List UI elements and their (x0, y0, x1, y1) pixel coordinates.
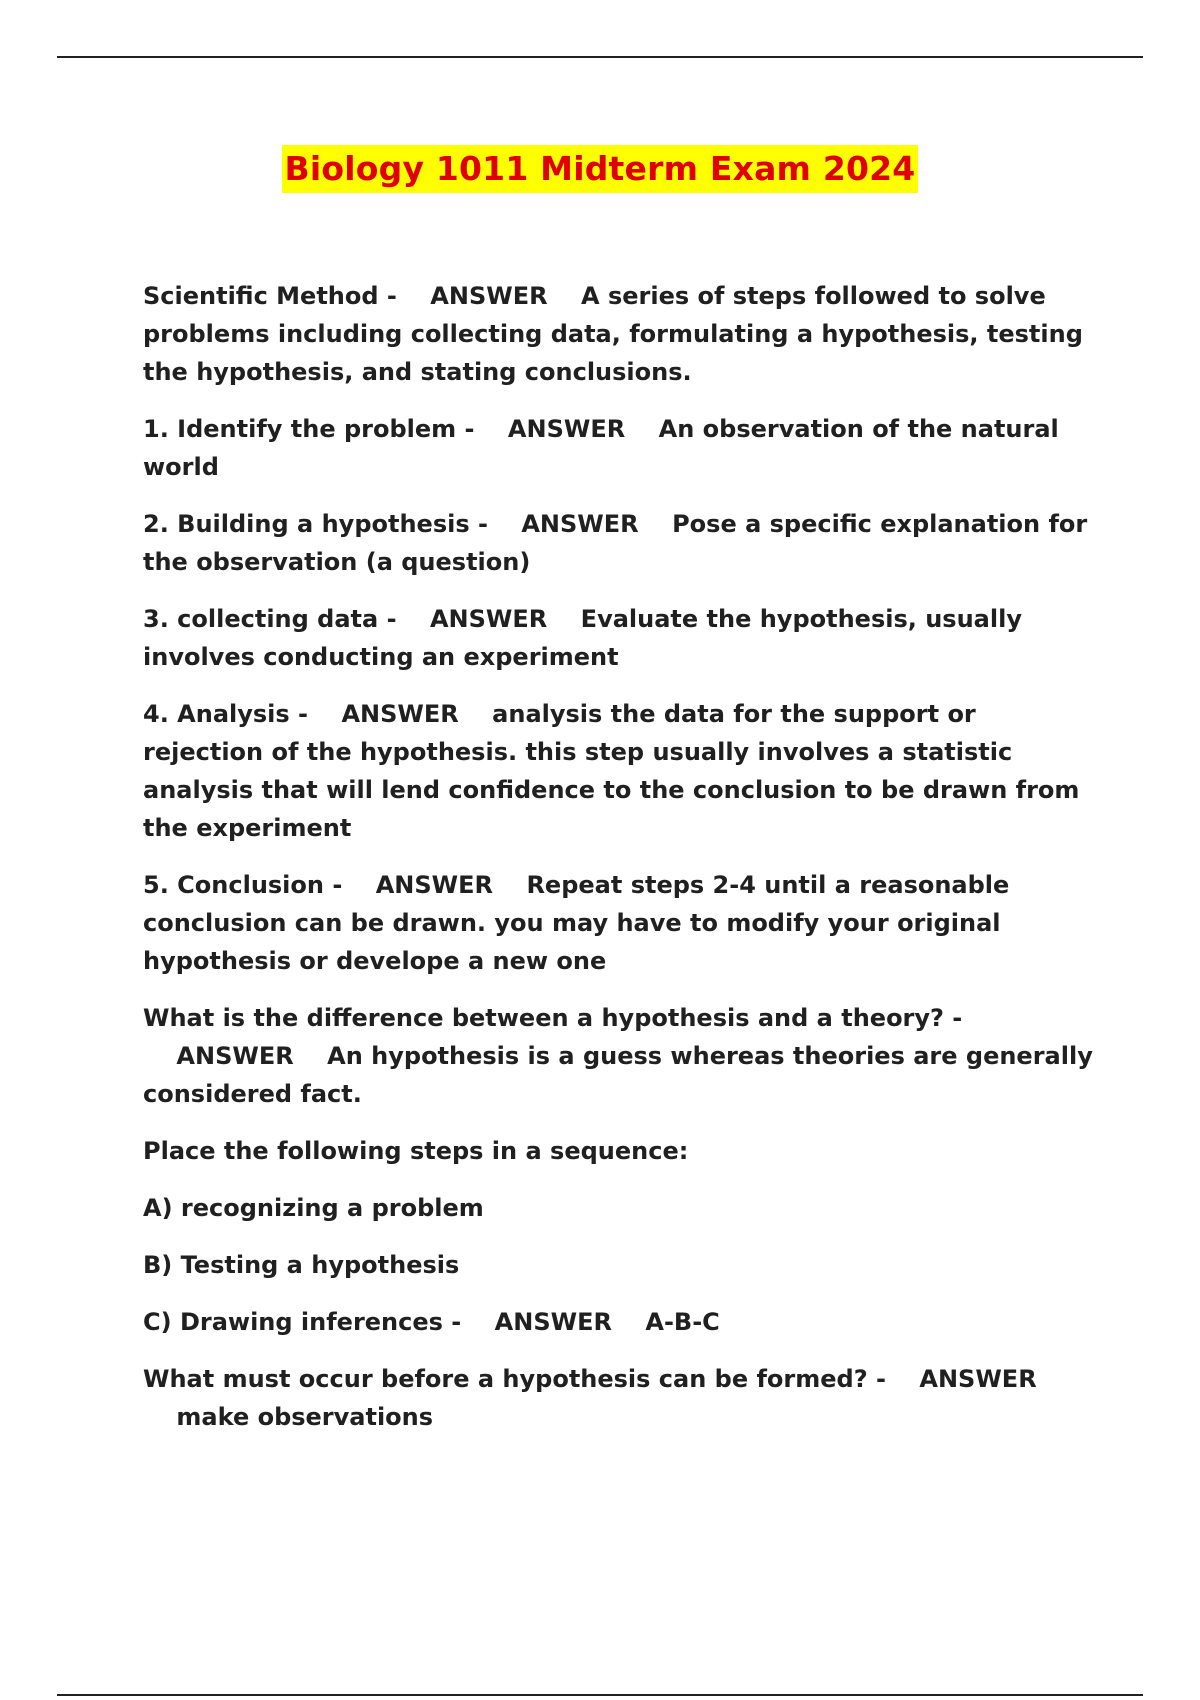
sequence-option-b: B) Testing a hypothesis (143, 1251, 460, 1279)
qa-item (143, 695, 1098, 847)
answer-marker: ANSWER (919, 1365, 1037, 1393)
answer-marker: ANSWER (341, 700, 459, 728)
question-text: 5. Conclusion - (143, 871, 343, 899)
qa-item (143, 410, 1098, 486)
question-text: What is the difference between a hypothesis and a theory? - (143, 1004, 963, 1032)
answer-text: A series of steps followed to solve problems including collecting data, formulating a hypothesis, testing the hypothesis, and stating conclusions. (143, 282, 1083, 386)
qa-item (143, 1360, 1098, 1436)
answer-text: A-B-C (645, 1308, 720, 1336)
answer-marker: ANSWER (176, 1042, 294, 1070)
qa-item (143, 866, 1098, 980)
answer-marker: ANSWER (430, 282, 548, 310)
answer-marker: ANSWER (507, 415, 626, 443)
question-text: 4. Analysis - (143, 700, 309, 728)
answer-text: Repeat steps 2-4 until a reasonable conclusion can be drawn. you may have to modify your original hypothesis or develope a new one (143, 871, 1010, 975)
bottom-rule (57, 1694, 1143, 1696)
question-text: C) Drawing inferences - (143, 1308, 462, 1336)
answer-marker: ANSWER (429, 605, 548, 633)
question-text: 2. Building a hypothesis - (143, 510, 488, 538)
answer-text: Evaluate the hypothesis, usually involves conducting an experiment (143, 605, 1022, 671)
qa-item (143, 277, 1098, 391)
answer-marker: ANSWER (494, 1308, 612, 1336)
qa-item (143, 600, 1098, 676)
answer-text: make observations (176, 1403, 434, 1431)
answer-text: analysis the data for the support or rejection of the hypothesis. this step usually involves a statistic analysis that will lend confidence to the conclusion to be drawn from the experiment (143, 700, 1080, 842)
answer-text: An observation of the natural world (143, 415, 1059, 481)
sequence-option-a: A) recognizing a problem (143, 1194, 484, 1222)
top-rule (57, 56, 1143, 58)
question-text: Scientific Method - (143, 282, 397, 310)
title-container (0, 145, 1200, 193)
question-text: 3. collecting data - (143, 605, 397, 633)
answer-text: Pose a specific explanation for the observation (a question) (143, 510, 1088, 576)
answer-text: An hypothesis is a guess whereas theories are generally considered fact. (143, 1042, 1093, 1108)
sequence-option-c (143, 1303, 1098, 1341)
document-title: Biology 1011 Midterm Exam 2024 (282, 145, 919, 193)
question-text: What must occur before a hypothesis can be formed? - (143, 1365, 886, 1393)
question-text: 1. Identify the problem - (143, 415, 475, 443)
sequence-prompt: Place the following steps in a sequence: (143, 1137, 689, 1165)
answer-marker: ANSWER (521, 510, 639, 538)
qa-item (143, 999, 1098, 1113)
answer-marker: ANSWER (375, 871, 494, 899)
qa-item (143, 505, 1098, 581)
document-body (143, 277, 1098, 1455)
